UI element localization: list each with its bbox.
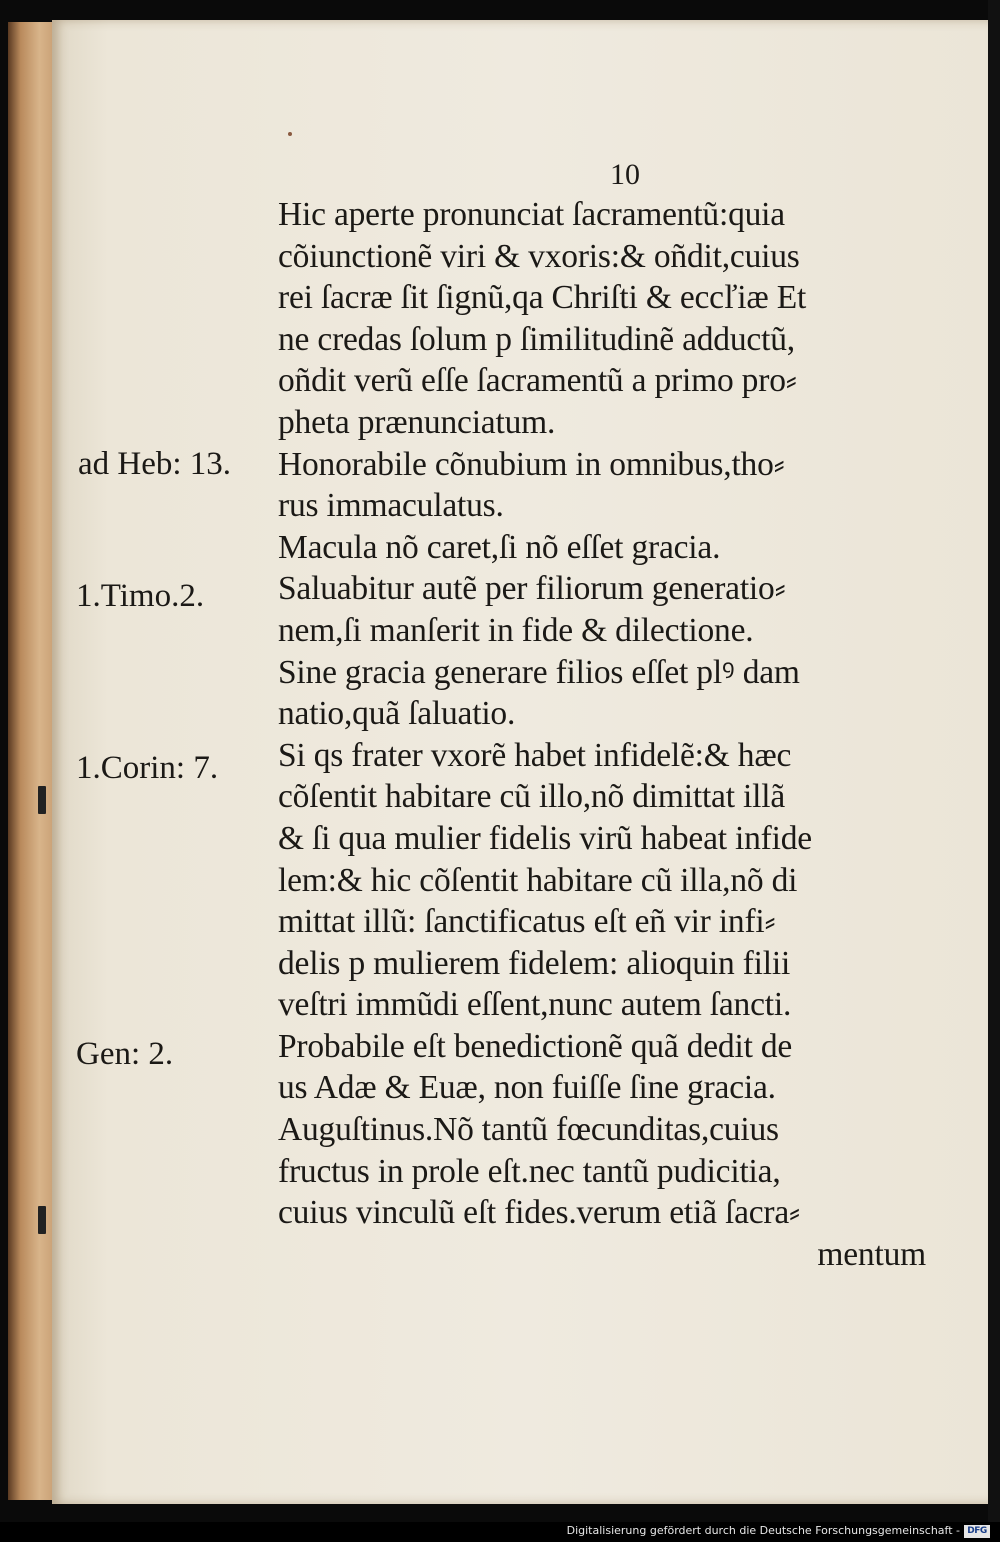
scan-border: [988, 0, 1000, 1522]
body-text: [278, 194, 948, 1275]
text-line: Probabile eſt benedictionẽ quã dedit de: [278, 1027, 793, 1065]
text-line: veſtri immũdi eſſent,nunc autem ſancti.: [278, 986, 792, 1024]
margin-note-corin: 1.Corin: 7.: [76, 750, 219, 786]
text-line: us Adæ & Euæ, non fuiſſe ſine gracia.: [278, 1069, 776, 1107]
text-line: mittat illũ: ſanctificatus eſt eñ vir infi⸗: [278, 903, 776, 941]
text-line: Saluabitur autẽ per filiorum generatio⸗: [278, 570, 786, 608]
text-line: ne credas ſolum p ſimilitudinẽ adductũ,: [278, 320, 795, 358]
text-line: rei ſacræ ſit ſignũ,qa Chriſti & eccľiæ Et: [278, 279, 807, 317]
text-line: lem:& hic cõſentit habitare cũ illa,nõ di: [278, 861, 798, 899]
text-line: & ſi qua mulier fidelis virũ habeat infide: [278, 819, 812, 857]
text-line: Honorabile cõnubium in omnibus,tho⸗: [278, 445, 785, 483]
text-line: Sine gracia generare filios eſſet plꝰ dam: [278, 653, 800, 691]
text-line: Macula nõ caret,ſi nõ eſſet gracia.: [278, 528, 721, 566]
text-line: oñdit verũ eſſe ſacramentũ a primo pro⸗: [278, 362, 797, 400]
text-line: delis p mulierem fidelem: alioquin filii: [278, 944, 791, 982]
edge-mark: [38, 786, 46, 814]
edge-mark: [38, 1206, 46, 1234]
catchword: mentum: [817, 1235, 926, 1273]
text-line: nem,ſi manſerit in fide & dilectione.: [278, 611, 754, 649]
margin-note-gen: Gen: 2.: [76, 1036, 174, 1072]
margin-note-heb: ad Heb: 13.: [78, 446, 232, 482]
dfg-logo-icon: DFG: [964, 1525, 990, 1538]
text-line: pheta prænunciatum.: [278, 403, 556, 441]
text-line: cõiunctionẽ viri & vxoris:& oñdit,cuius: [278, 237, 800, 275]
text-line: cõſentit habitare cũ illo,nõ dimittat illã: [278, 778, 785, 816]
text-line: Hic aperte pronunciat ſacramentũ:quia: [278, 196, 785, 233]
text-line: fructus in prole eſt.nec tantũ pudicitia,: [278, 1152, 781, 1190]
margin-note-timo: 1.Timo.2.: [76, 578, 205, 614]
paper-speck: [288, 132, 292, 136]
text-line: rus immaculatus.: [278, 487, 504, 525]
page-number: 10: [610, 158, 640, 191]
digitization-credit: Digitalisierung gefördert durch die Deutsche Forschungsgemeinschaft -: [566, 1524, 960, 1537]
text-line: Auguſtinus.Nõ tantũ fœcunditas,cuius: [278, 1111, 779, 1149]
text-line: cuius vinculũ eſt fides.verum etiã ſacra⸗: [278, 1194, 801, 1232]
text-line: Si qs frater vxorẽ habet infidelẽ:& hæc: [278, 736, 792, 774]
text-line: natio,quã ſaluatio.: [278, 695, 516, 733]
